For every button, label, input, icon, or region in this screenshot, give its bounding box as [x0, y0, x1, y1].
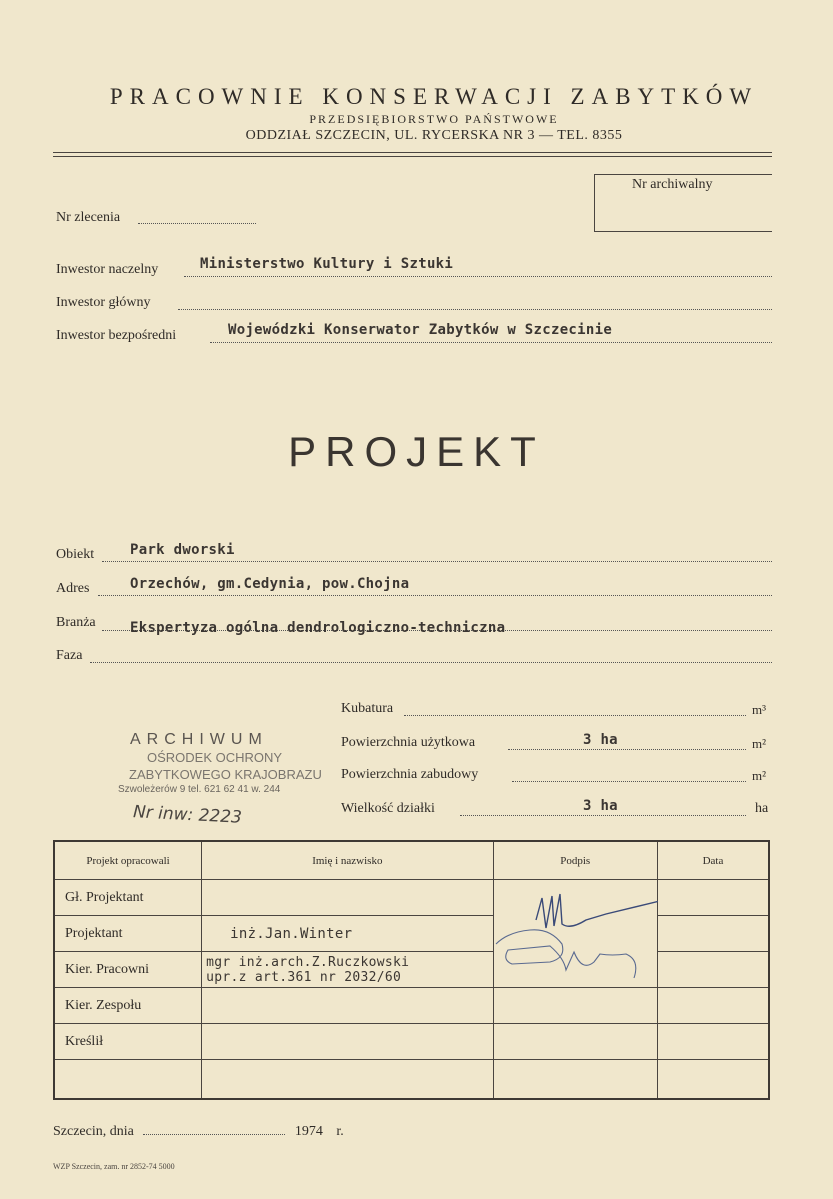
- usable-area-label: Powierzchnia użytkowa: [341, 735, 476, 750]
- address-label: Adres: [56, 581, 90, 596]
- direct-investor-label: Inwestor bezpośredni: [56, 328, 177, 343]
- signature-cell: [493, 1060, 657, 1100]
- signature-cell: [493, 1024, 657, 1060]
- main-investor-line: [178, 309, 772, 310]
- date-line: [143, 1134, 285, 1135]
- place-date-label: Szczecin, dnia: [53, 1124, 134, 1139]
- column-header: Data: [657, 841, 769, 880]
- document-title: PROJEKT: [288, 428, 545, 475]
- volume-unit: m³: [752, 702, 767, 717]
- archive-stamp-title: ARCHIWUM: [130, 731, 268, 748]
- plot-size-unit: ha: [755, 801, 769, 816]
- name-cell: [202, 952, 493, 988]
- date-cell: [657, 952, 769, 988]
- archive-stamp-address: Szwoleżerów 9 tel. 621 62 41 w. 244: [118, 784, 281, 795]
- role-cell: Kier. Zespołu: [54, 988, 202, 1024]
- direct-investor-value: Wojewódzki Konserwator Zabytków w Szczecinie: [228, 322, 613, 338]
- archive-stamp-line: ZABYTKOWEGO KRAJOBRAZU: [129, 767, 322, 782]
- signature-table: [53, 840, 770, 1100]
- date-cell: [657, 1060, 769, 1100]
- plot-size-value: 3 ha: [583, 798, 618, 814]
- role-cell: Kier. Pracowni: [54, 952, 202, 988]
- built-area-label: Powierzchnia zabudowy: [341, 767, 479, 782]
- object-line: [102, 561, 772, 562]
- year-value: 1974: [294, 1124, 323, 1139]
- organization-subtitle: PRZEDSIĘBIORSTWO PAŃSTWOWE: [309, 112, 559, 126]
- volume-label: Kubatura: [341, 701, 394, 716]
- address-value: Orzechów, gm.Cedynia, pow.Chojna: [130, 576, 410, 592]
- branch-value: Ekspertyza ogólna dendrologiczno-techniczna: [130, 620, 506, 636]
- license-line: upr.z art.361 nr 2032/60: [206, 969, 402, 985]
- name-cell: [202, 1060, 493, 1100]
- organization-name: PRACOWNIE KONSERWACJI ZABYTKÓW: [109, 84, 759, 109]
- column-header: Podpis: [493, 841, 657, 880]
- address-line: [98, 595, 772, 596]
- usable-area-value: 3 ha: [583, 732, 618, 748]
- order-number-line: [138, 223, 256, 224]
- handwritten-inventory-number: Nr inw: 2223: [132, 802, 243, 828]
- column-header: Imię i nazwisko: [202, 841, 493, 880]
- print-info: WZP Szczecin, zam. nr 2852-74 5000: [53, 1162, 175, 1171]
- date-cell: [657, 1024, 769, 1060]
- column-header: Projekt opracowali: [54, 841, 202, 880]
- header-rule-2: [53, 156, 772, 157]
- name-cell: [202, 880, 493, 916]
- role-cell: Gł. Projektant: [54, 880, 202, 916]
- branch-label: Branża: [56, 615, 96, 630]
- table-row: [54, 952, 769, 988]
- name-cell: [202, 988, 493, 1024]
- usable-area-unit: m²: [752, 736, 767, 751]
- date-cell: [657, 880, 769, 916]
- volume-line: [404, 715, 746, 716]
- built-area-line: [512, 781, 746, 782]
- table-row: [54, 916, 769, 952]
- table-row: [54, 1024, 769, 1060]
- table-header-row: [54, 841, 769, 880]
- date-cell: [657, 988, 769, 1024]
- role-cell: Projektant: [54, 916, 202, 952]
- year-suffix: r.: [336, 1124, 344, 1139]
- object-label: Obiekt: [56, 547, 95, 562]
- plot-size-label: Wielkość działki: [341, 801, 435, 816]
- table-row: [54, 988, 769, 1024]
- name-cell: [202, 1024, 493, 1060]
- name-cell: inż.Jan.Winter: [202, 916, 493, 952]
- organization-address: ODDZIAŁ SZCZECIN, UL. RYCERSKA NR 3 — TEL. 8355: [245, 128, 623, 143]
- chief-investor-line: [184, 276, 772, 277]
- role-cell: [54, 1060, 202, 1100]
- archive-number-label: Nr archiwalny: [632, 177, 713, 192]
- place-date: [53, 1124, 344, 1140]
- object-value: Park dworski: [130, 542, 235, 558]
- signature-cell: [493, 880, 657, 988]
- signature-cell: [493, 988, 657, 1024]
- handwritten-signature: [494, 880, 658, 986]
- main-investor-label: Inwestor główny: [56, 295, 151, 310]
- direct-investor-line: [210, 342, 772, 343]
- built-area-unit: m²: [752, 768, 767, 783]
- table-row: [54, 880, 769, 916]
- chief-investor-label: Inwestor naczelny: [56, 262, 159, 277]
- header-rule: [53, 152, 772, 153]
- date-cell: [657, 916, 769, 952]
- archive-stamp-line: OŚRODEK OCHRONY: [147, 750, 283, 765]
- order-number-label: Nr zlecenia: [56, 210, 121, 225]
- role-cell: Kreślił: [54, 1024, 202, 1060]
- phase-label: Faza: [56, 648, 83, 663]
- usable-area-line: [508, 749, 746, 750]
- phase-line: [90, 662, 772, 663]
- table-row: [54, 1060, 769, 1100]
- chief-investor-value: Ministerstwo Kultury i Sztuki: [200, 256, 454, 272]
- plot-size-line: [460, 815, 746, 816]
- name-line: mgr inż.arch.Z.Ruczkowski: [206, 954, 410, 970]
